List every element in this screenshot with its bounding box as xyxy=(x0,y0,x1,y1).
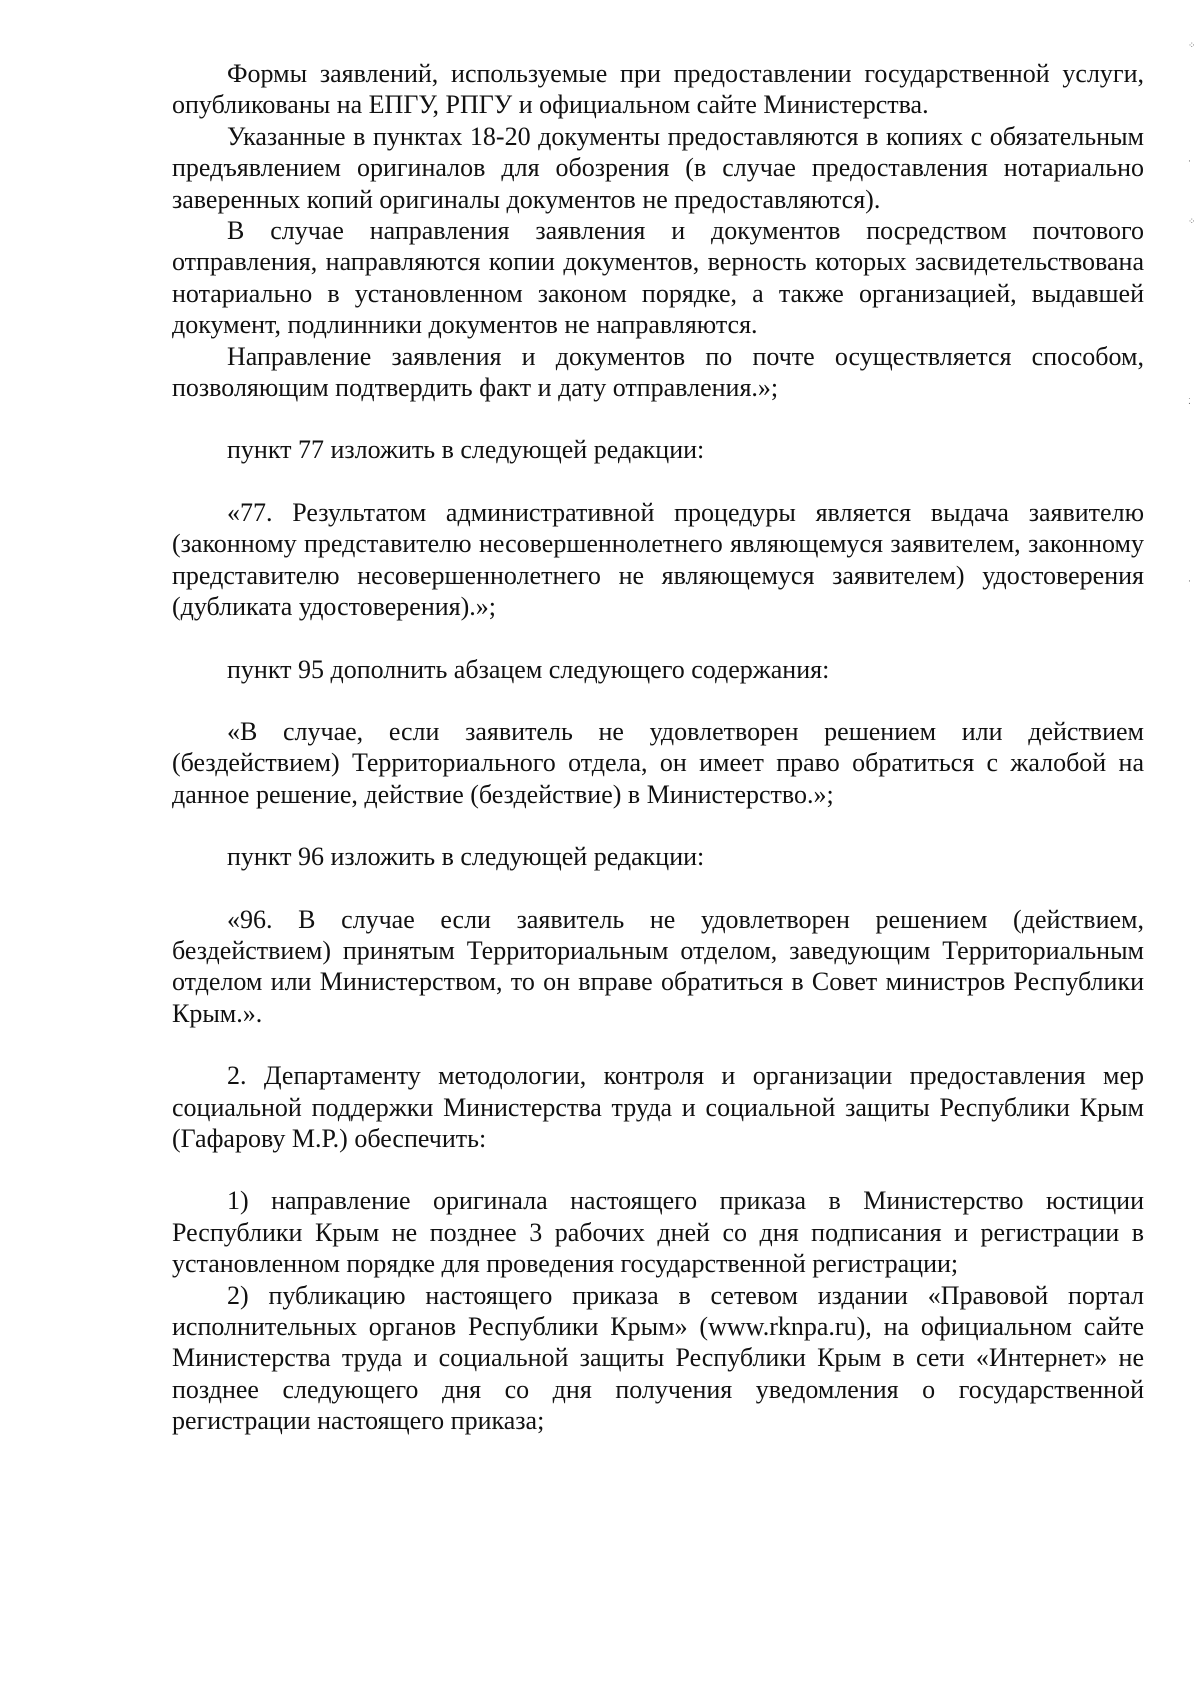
paragraph-point-96-heading: пункт 96 изложить в следующей редакции: xyxy=(227,842,705,872)
scan-margin-mark: · xyxy=(1188,158,1191,166)
paragraph-duty-1: 1) направление оригинала настоящего приказа в Министерство юстиции Республики Крым не позднее 3 рабочих дней со дня подписания и регистрации в установленном порядке для проведения государственной регистрации; xyxy=(172,1186,1144,1279)
paragraph-application-forms: Формы заявлений, используемые при предоставлении государственной услуги, опубликованы на ЕПГУ, РПГУ и официальном сайте Министерства. xyxy=(172,59,1144,120)
paragraph-point-77-heading: пункт 77 изложить в следующей редакции: xyxy=(227,435,705,465)
scan-margin-mark: ⁚ xyxy=(1188,398,1191,406)
paragraph-postal-submission: В случае направления заявления и документов посредством почтового отправления, направляются копии документов, верность которых засвидетельствована нотариально в установленном законом порядке, а также организацией, выдавшей документ, подлинники документов не направляются. xyxy=(172,216,1144,340)
paragraph-duty-2: 2) публикацию настоящего приказа в сетевом издании «Правовой портал исполнительных органов Республики Крым» (www.rknpa.ru), на официальном сайте Министерства труда и социальной защиты Республики Крым в сети «Интернет» не позднее следующего дня со дня получения уведомления о государственной регистрации настоящего приказа; xyxy=(172,1280,1144,1436)
document-body xyxy=(172,58,1144,1437)
paragraph-point-77-text: «77. Результатом административной процедуры является выдача заявителю (законному представителю несовершеннолетнего являющемуся заявителем, законному представителю несовершеннолетнего не являющемуся заявителем) удостоверения (дубликата удостоверения).»; xyxy=(172,497,1144,622)
paragraph-department-duties: 2. Департаменту методологии, контроля и организации предоставления мер социальной поддержки Министерства труда и социальной защиты Республики Крым (Гафарову М.Р.) обеспечить: xyxy=(172,1061,1144,1153)
paragraph-document-copies: Указанные в пунктах 18-20 документы предоставляются в копиях с обязательным предъявлением оригиналов для обозрения (в случае предоставления нотариально заверенных копий оригиналы документов не предоставляются). xyxy=(172,121,1144,214)
paragraph-postal-confirmation: Направление заявления и документов по почте осуществляется способом, позволяющим подтвердить факт и дату отправления.»; xyxy=(172,341,1144,403)
paragraph-point-95-text: «В случае, если заявитель не удовлетворен решением или действием (бездействием) Территориального отдела, он имеет право обратиться с жалобой на данное решение, действие (бездействие) в Министерство.»; xyxy=(172,716,1144,809)
paragraph-point-96-text: «96. В случае если заявитель не удовлетворен решением (действием, бездействием) принятым Территориальным отделом, заведующим Территориальным отделом или Министерством, то он вправе обратиться в Совет министров Республики Крым.». xyxy=(172,904,1144,1028)
scan-margin-mark: · xyxy=(1188,578,1191,586)
scan-margin-mark: ⁘ xyxy=(1188,218,1196,226)
scan-margin-mark: ⁘ xyxy=(1188,42,1196,50)
paragraph-point-95-heading: пункт 95 дополнить абзацем следующего содержания: xyxy=(227,654,830,684)
